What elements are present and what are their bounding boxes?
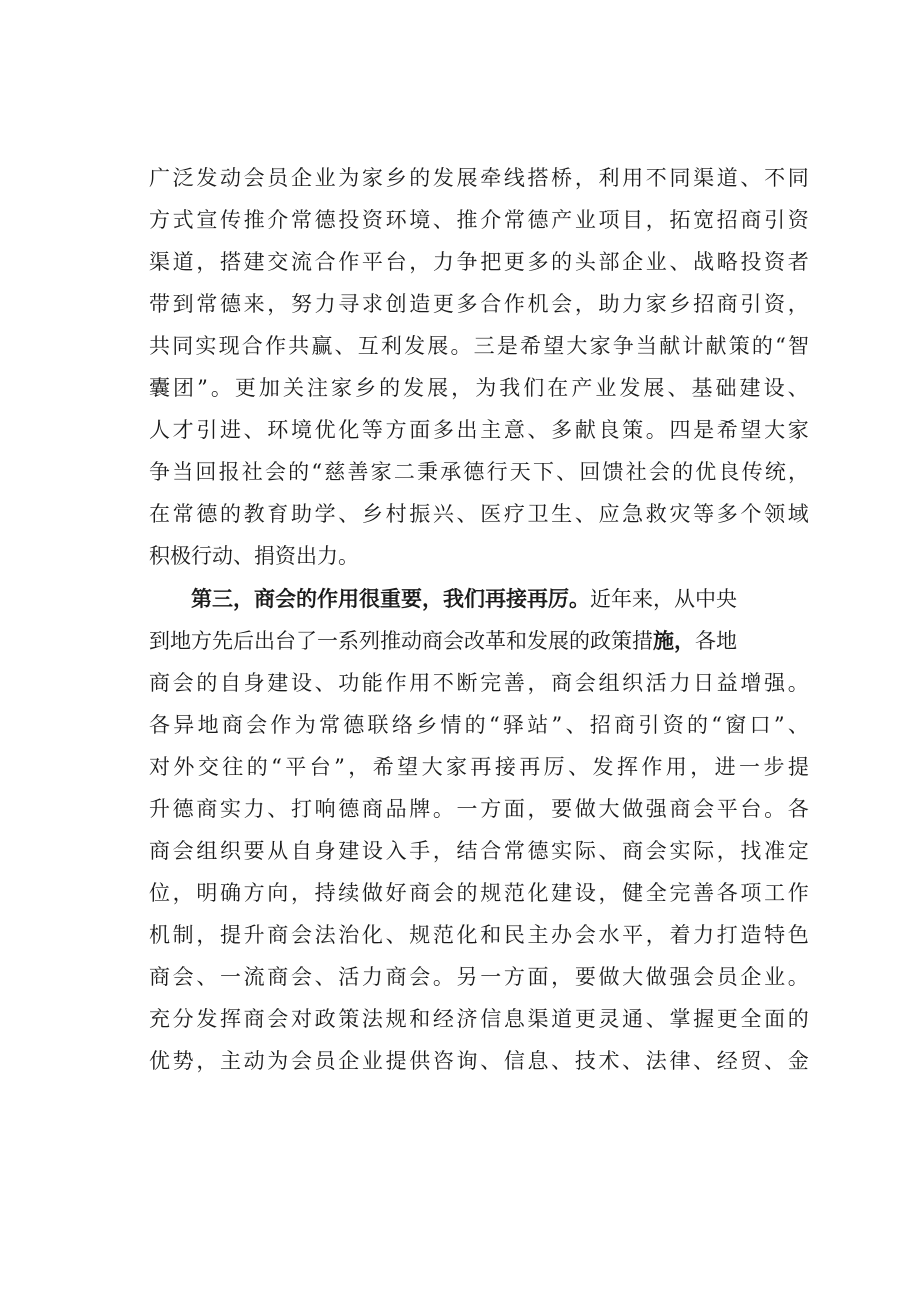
text-line: 商 会 组 织 要 从 自 身 建 设 入 手 ， 结 合 常 德 实 际 、 商 会 实 际 ， 找 准 定 bbox=[149, 839, 809, 863]
section-heading: 第三，商会的作用很重要，我们再接再厉。 bbox=[191, 586, 590, 611]
text-line: 囊 团 ” 。 更 加 关 注 家 乡 的 发 展 ， 为 我 们 在 产 业 发 展 、 基 础 建 设 、 bbox=[149, 376, 809, 400]
text-line: 共 同 实 现 合 作 共 赢 、 互 利 发 展 。 三 是 希 望 大 家 争 当 献 计 献 策 的 “ 智 bbox=[149, 334, 809, 358]
text-line: 位 ， 明 确 方 向 ， 持 续 做 好 商 会 的 规 范 化 建 设 ， 健 全 完 善 各 项 工 作 bbox=[149, 881, 809, 905]
text-line: 充 分 发 挥 商 会 对 政 策 法 规 和 经 济 信 息 渠 道 更 灵 通 、 掌 握 更 全 面 的 bbox=[149, 1007, 809, 1031]
paragraph-2-second-line bbox=[149, 620, 809, 662]
text-line: 人 才 引 进 、 环 境 优 化 等 方 面 多 出 主 意 、 多 献 良 策 。 四 是 希 望 大 家 bbox=[149, 418, 809, 442]
text-line: 升 德 商 实 力 、 打 响 德 商 品 牌 。 一 方 面 ， 要 做 大 做 强 商 会 平 台 。 各 bbox=[149, 797, 809, 821]
paragraph-1 bbox=[149, 157, 809, 577]
text-line: 机 制 ， 提 升 商 会 法 治 化 、 规 范 化 和 民 主 办 会 水 平 ， 着 力 打 造 特 色 bbox=[149, 923, 809, 947]
text-line: 积极行动、捐资出力。 bbox=[149, 544, 359, 568]
text-line: 优 势 ， 主 动 为 会 员 企 业 提 供 咨 询 、 信 息 、 技 术 、 法 律 、 经 贸 、 金 bbox=[149, 1049, 809, 1073]
paragraph-2 bbox=[149, 578, 809, 1082]
text-line: 商 会 、 一 流 商 会 、 活 力 商 会 。 另 一 方 面 ， 要 做 大 做 强 会 员 企 业 。 bbox=[149, 965, 809, 989]
text-line: 在 常 德 的 教 育 助 学 、 乡 村 振 兴 、 医 疗 卫 生 、 应 急 救 灾 等 多 个 领 域 bbox=[149, 502, 809, 526]
text-line: 各 异 地 商 会 作 为 常 德 联 络 乡 情 的 “ 驿 站 ” 、 招 商 引 资 的 “ 窗 口 ” 、 bbox=[149, 713, 809, 737]
text-line: 商 会 的 自 身 建 设 、 功 能 作 用 不 断 完 善 ， 商 会 组 织 活 力 日 益 增 强 。 bbox=[149, 671, 809, 695]
text-line: 争 当 回 报 社 会 的 “ 慈 善 家 二 秉 承 德 行 天 下 、 回 馈 社 会 的 优 良 传 统 ， bbox=[149, 460, 809, 484]
paragraph-2-first-line bbox=[149, 578, 809, 620]
bold-fragment: 施， bbox=[653, 628, 695, 653]
text-line: 广 泛 发 动 会 员 企 业 为 家 乡 的 发 展 牵 线 搭 桥 ， 利 用 不 同 渠 道 、 不 同 bbox=[149, 166, 809, 190]
text-line: 渠 道 ， 搭 建 交 流 合 作 平 台 ， 力 争 把 更 多 的 头 部 企 业 、 战 略 投 资 者 bbox=[149, 250, 809, 274]
body-text bbox=[149, 157, 809, 1082]
text-line: 方 式 宣 传 推 介 常 德 投 资 环 境 、 推 介 常 德 产 业 项 目 ， 拓 宽 招 商 引 资 bbox=[149, 208, 809, 232]
text-fragment: 到地方先后出台了一系列推动商会改革和发展的政策措 bbox=[149, 629, 653, 653]
text-fragment: 近年来，从中央 bbox=[590, 587, 737, 611]
text-fragment: 各地 bbox=[695, 629, 737, 653]
text-line: 对 外 交 往 的 “ 平 台 ” ， 希 望 大 家 再 接 再 厉 、 发 挥 作 用 ， 进 一 步 提 bbox=[149, 755, 809, 779]
text-line: 带 到 常 德 来 ， 努 力 寻 求 创 造 更 多 合 作 机 会 ， 助 力 家 乡 招 商 引 资 ， bbox=[149, 292, 809, 316]
